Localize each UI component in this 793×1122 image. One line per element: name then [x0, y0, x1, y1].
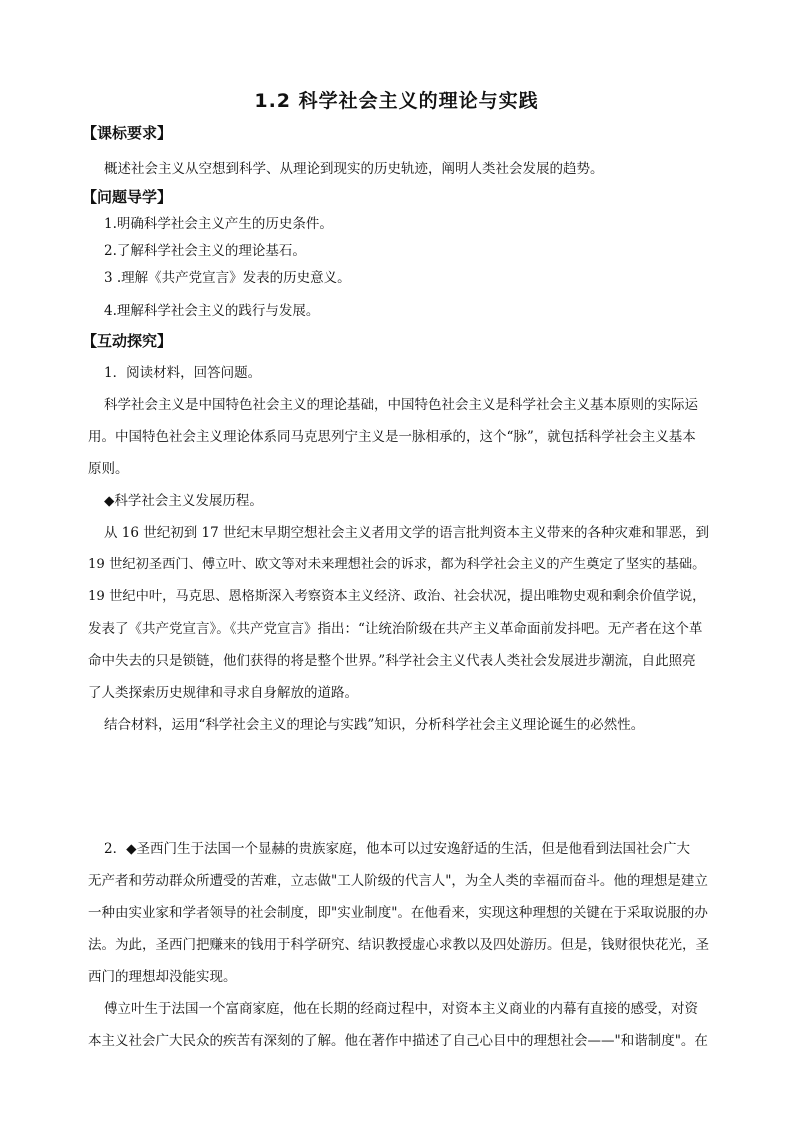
- paragraph-line: 傅立叶生于法国一个富商家庭，他在长期的经商过程中，对资本主义商业的内幕有直接的感受，对资: [104, 1001, 698, 1017]
- heading-guide: 【问题导学】: [82, 188, 173, 206]
- question-1-task: 结合材料，运用“科学社会主义的理论与实践”知识，分析科学社会主义理论诞生的必然性。: [104, 717, 645, 733]
- guide-item-3: 3 .理解《共产党宣言》发表的历史意义。: [104, 270, 351, 286]
- paragraph-line: 科学社会主义是中国特色社会主义的理论基础，中国特色社会主义是科学社会主义基本原则的实际运: [104, 397, 698, 413]
- guide-item-2: 2.了解科学社会主义的理论基石。: [104, 243, 306, 259]
- guide-item-4: 4.理解科学社会主义的践行与发展。: [104, 303, 320, 319]
- paragraph-line: 法。为此，圣西门把赚来的钱用于科学研究、结识教授虚心求教以及四处游历。但是，钱财很快花光，圣: [88, 937, 709, 953]
- paragraph-line: 了人类探索历史规律和寻求自身解放的道路。: [88, 685, 358, 701]
- heading-explore: 【互动探究】: [82, 332, 173, 350]
- paragraph-line: 19 世纪初圣西门、傅立叶、欧文等对未来理想社会的诉求，都为科学社会主义的产生奠定了坚实的基础。: [88, 557, 706, 572]
- paragraph-line: 原则。: [88, 461, 129, 477]
- paragraph-line: 无产者和劳动群众所遭受的苦难，立志做"工人阶级的代言人"，为全人类的幸福而奋斗。他的理想是建立: [88, 873, 708, 889]
- paragraph-line: 2．◆圣西门生于法国一个显赫的贵族家庭，他本可以过安逸舒适的生活，但是他看到法国社会广大: [104, 841, 690, 857]
- question-1-intro: 1．阅读材料，回答问题。: [104, 365, 262, 381]
- history-heading: ◆科学社会主义发展历程。: [104, 493, 263, 509]
- paragraph-line: 一种由实业家和学者领导的社会制度，即"实业制度"。在他看来，实现这种理想的关键在于采取说服的办: [88, 905, 708, 921]
- paragraph-line: 从 16 世纪初到 17 世纪末早期空想社会主义者用文学的语言批判资本主义带来的各种灾难和罪恶，到: [104, 525, 710, 541]
- paragraph-line: 本主义社会广大民众的疾苦有深刻的了解。他在著作中描述了自己心目中的理想社会——"和谐制度"。在: [88, 1033, 708, 1049]
- paragraph-line: 西门的理想却没能实现。: [88, 969, 237, 985]
- paragraph-line: 发表了《共产党宣言》。《共产党宣言》指出：“让统治阶级在共产主义革命面前发抖吧。无产者在这个革: [88, 621, 703, 637]
- paragraph-line: 用。中国特色社会主义理论体系同马克思列宁主义是一脉相承的，这个“脉”，就包括科学社会主义基本: [88, 429, 696, 445]
- heading-requirements: 【课标要求】: [82, 124, 173, 142]
- guide-item-1: 1.明确科学社会主义产生的历史条件。: [104, 216, 333, 232]
- requirements-text: 概述社会主义从空想到科学、从理论到现实的历史轨迹，阐明人类社会发展的趋势。: [104, 161, 604, 177]
- paragraph-line: 命中失去的只是锁链，他们获得的将是整个世界。”科学社会主义代表人类社会发展进步潮流，自此照亮: [88, 653, 696, 669]
- paragraph-line: 19 世纪中叶，马克思、恩格斯深入考察资本主义经济、政治、社会状况，提出唯物史观和剩余价值学说，: [88, 589, 706, 604]
- page-title: 1.2 科学社会主义的理论与实践: [254, 90, 539, 112]
